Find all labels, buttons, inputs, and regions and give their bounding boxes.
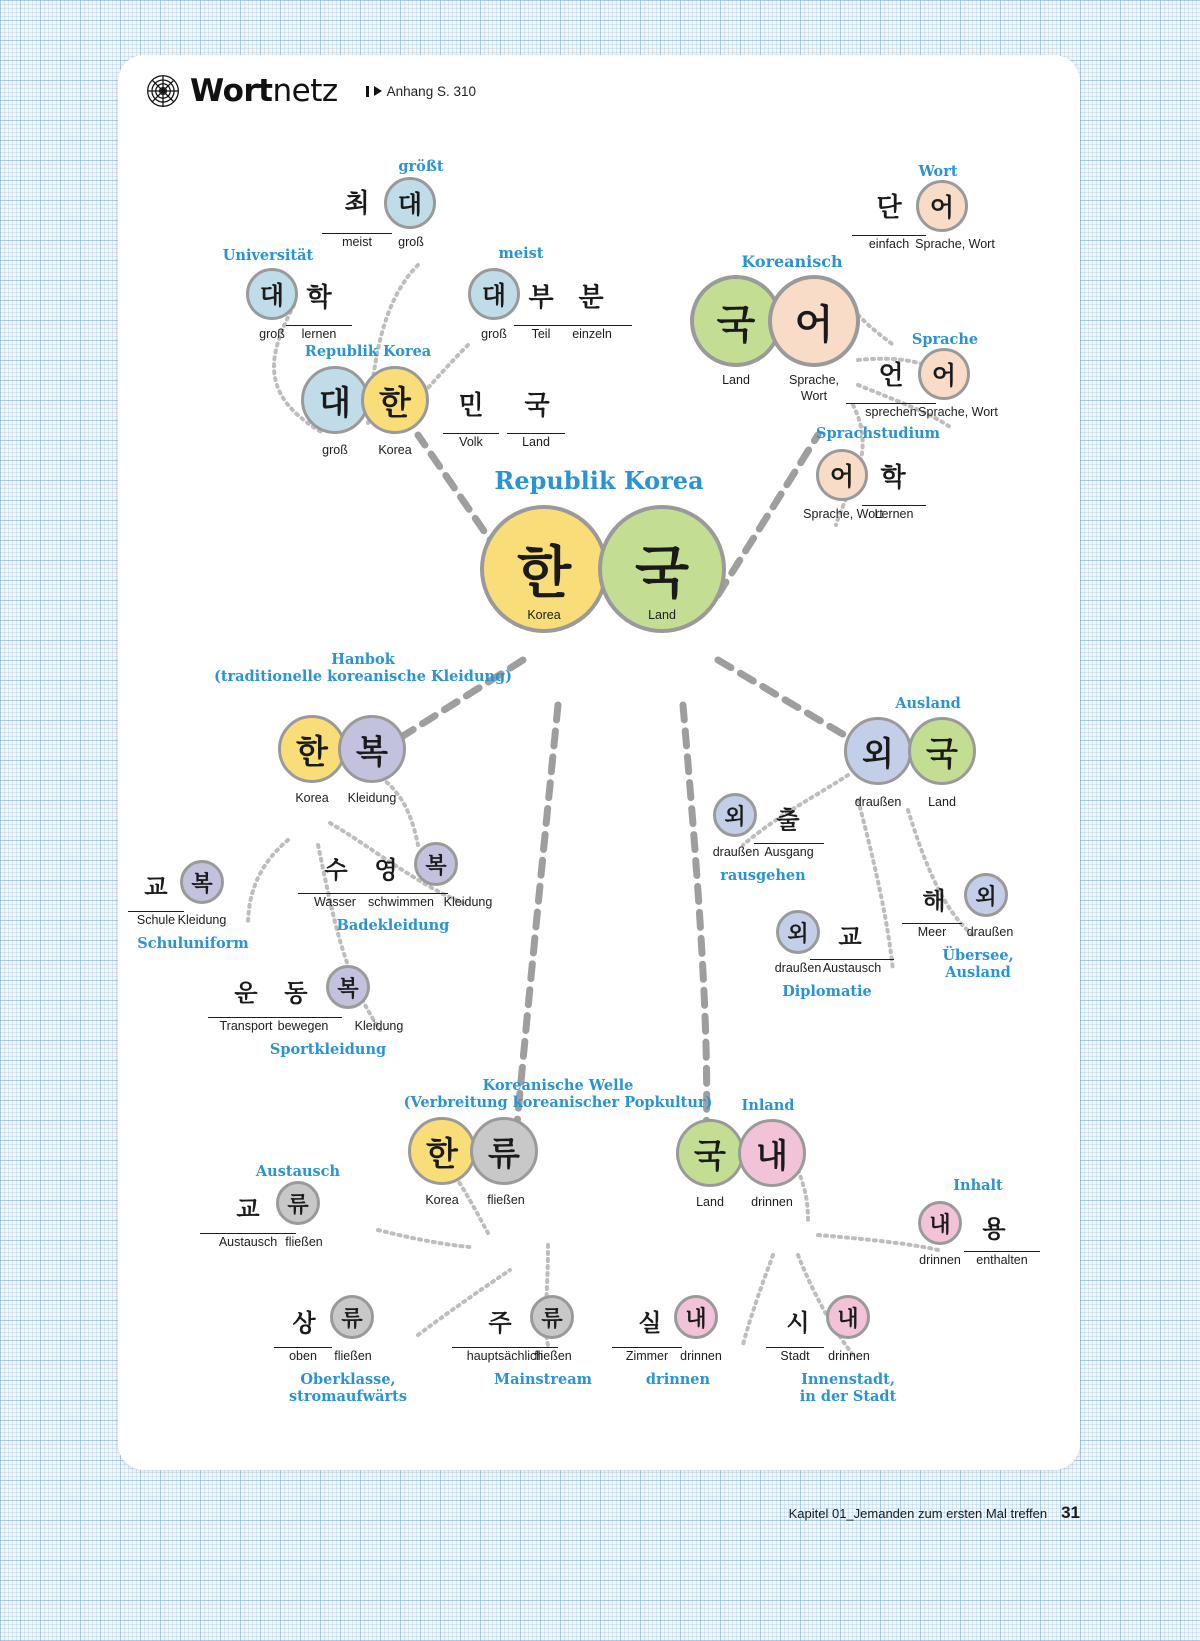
label-republik-korea-top: Republik Korea [304,343,432,360]
node-ju-mainstream: 주 [488,1309,512,1337]
node-bok-badekleidung[interactable]: 복 [414,842,458,886]
node-han-republik[interactable]: 한 [361,366,429,434]
gloss-gyo-austausch: Austausch [200,1233,296,1249]
label-inland: Inland [741,1097,795,1114]
gloss-sil-drinnen: Zimmer [612,1347,682,1363]
node-eo-koreanisch[interactable]: 어 [768,275,860,367]
label-wort: Wort [918,163,958,180]
node-bok-schuluniform[interactable]: 복 [180,860,224,904]
gloss-han-republik: Korea [378,443,412,457]
gloss-oe-diplomatie: draußen [774,961,822,975]
node-han-hallyu[interactable]: 한 [408,1117,476,1185]
gloss-hae-uebersee: Meer [902,923,962,939]
node-nae-inhalt[interactable]: 내 [918,1201,962,1245]
label-sprache: Sprache [911,331,979,348]
gloss-guk-ausland: Land [928,795,956,809]
footer-page-number: 31 [1061,1503,1080,1522]
node-dong-sportkleidung: 동 [284,979,308,1007]
node-eon-sprache: 언 [878,361,904,391]
node-dae-republik[interactable]: 대 [301,366,369,434]
node-choe-groesst: 최 [344,189,370,219]
gloss-bok-hanbok: Kleidung [347,791,397,805]
node-nae-innenstadt[interactable]: 내 [826,1295,870,1339]
node-dae-groesst[interactable]: 대 [384,177,436,229]
node-bu-meist: 부 [528,283,554,313]
node-nae-drinnen[interactable]: 내 [674,1295,718,1339]
footer-chapter: Kapitel 01_Jemanden zum ersten Mal treffen [788,1506,1048,1521]
title-bold: Wort [190,73,273,109]
gloss-ryu-oberklasse: fließen [334,1349,372,1363]
node-guk-inland[interactable]: 국 [676,1119,744,1187]
node-guk-koreanisch[interactable]: 국 [690,275,782,367]
gloss-ryu-hallyu: fließen [487,1193,525,1207]
node-oe-ausland[interactable]: 외 [844,717,912,785]
gloss-ryu-mainstream: fließen [534,1349,572,1363]
node-oe-uebersee[interactable]: 외 [964,873,1008,917]
gloss-yong-inhalt: enthalten [964,1251,1040,1267]
node-gyo-diplomatie: 교 [838,923,862,951]
gloss-oe-rausgehen: draußen [712,845,760,859]
node-yeong-badekleidung: 영 [374,856,398,884]
label-schuluniform: Schuluniform [137,935,249,952]
gloss-bok-schuluniform: Kleidung [177,913,227,927]
gloss-nae-inhalt: drinnen [919,1253,961,1267]
gloss-gyo-diplomatie: Austausch [810,959,894,975]
title-thin: netz [272,73,338,109]
label-universitaet: Universität [222,247,314,264]
gloss-bun-meist: einzeln [552,325,632,341]
gloss-han-hanbok: Korea [295,791,329,805]
node-hae-uebersee: 해 [922,887,946,915]
gloss-ju-mainstream: hauptsächlich [452,1347,558,1363]
gloss-han-hallyu: Korea [425,1193,459,1207]
gloss-min-republik: Volk [443,433,499,449]
label-koreanisch: Koreanisch [741,252,843,271]
label-uebersee: Übersee, Ausland [942,947,1014,982]
node-eo-sprachstudium[interactable]: 어 [816,449,868,501]
node-bok-hanbok[interactable]: 복 [338,715,406,783]
gloss-nae-innenstadt: drinnen [828,1349,870,1363]
label-drinnen: drinnen [645,1371,711,1388]
label-koreanische-welle: Koreanische Welle (Verbreitung koreanischer Popkultur) [403,1077,713,1112]
gloss-ryu-austausch: fließen [285,1235,323,1249]
node-hak-sprachstudium: 학 [880,463,906,493]
gloss-su-badekleidung: Wasser [298,893,372,909]
node-su-badekleidung: 수 [324,856,348,884]
gloss-nae-drinnen: drinnen [680,1349,722,1363]
label-groesst: größt [398,158,444,175]
gloss-guk-republik: Land [507,433,565,449]
label-ausland: Ausland [895,695,961,712]
center-node-han-gloss: Korea [527,608,561,622]
gloss-oe-ausland: draußen [854,795,902,809]
gloss-eo-wort: Sprache, Wort [915,237,995,251]
node-dan-wort: 단 [876,193,902,223]
node-gyo-austausch: 교 [236,1195,260,1223]
label-austausch: Austausch [255,1163,341,1180]
gloss-oe-uebersee: draußen [966,925,1014,939]
node-un-sportkleidung: 운 [234,979,258,1007]
node-bok-sportkleidung[interactable]: 복 [326,965,370,1009]
node-nae-inland[interactable]: 내 [738,1119,806,1187]
node-yong-inhalt: 용 [982,1215,1006,1243]
node-chul-rausgehen: 출 [776,806,800,834]
gloss-guk-koreanisch: Land [722,373,750,387]
gloss-eo-sprache: Sprache, Wort [918,405,998,419]
node-sang-oberklasse: 상 [292,1309,316,1337]
label-oberklasse: Oberklasse, stromaufwärts [288,1371,408,1406]
gloss-yeong-badekleidung: schwimmen [354,893,448,909]
gloss-dae-groesst: groß [398,235,424,249]
gloss-si-innenstadt: Stadt [766,1347,824,1363]
gloss-dae-universitaet: groß [259,327,285,341]
gloss-dong-sportkleidung: bewegen [264,1017,342,1033]
node-sil-drinnen: 실 [638,1309,662,1337]
page-footer [789,1503,1080,1523]
label-hanbok: Hanbok (traditionelle koreanische Kleidung) [213,651,513,686]
appendix-reference-label: Anhang S. 310 [386,83,476,99]
node-dae-meist[interactable]: 대 [468,268,520,320]
gloss-choe-groesst: meist [322,233,392,249]
center-node-han-hangul: 한 [516,541,572,606]
node-bun-meist: 분 [578,283,604,313]
gloss-un-sportkleidung: Transport [208,1017,284,1033]
node-eo-wort[interactable]: 어 [916,180,968,232]
label-diplomatie: Diplomatie [782,983,872,1000]
wordnet-card [118,55,1080,1470]
node-oe-diplomatie[interactable]: 외 [776,910,820,954]
gloss-bok-badekleidung: Kleidung [443,895,493,909]
label-rausgehen: rausgehen [720,867,806,884]
node-oe-rausgehen[interactable]: 외 [713,793,757,837]
gloss-eo-koreanisch: Sprache, Wort [788,373,840,403]
node-gyo-schuluniform: 교 [144,873,168,901]
node-si-innenstadt: 시 [786,1309,810,1337]
node-ryu-oberklasse[interactable]: 류 [330,1295,374,1339]
gloss-eon-sprache: sprechen [846,403,936,419]
center-node-guk-hangul: 국 [634,541,690,606]
gloss-hak-universitaet: lernen [286,325,352,341]
label-innenstadt: Innenstadt, in der Stadt [799,1371,897,1406]
node-hak-universitaet: 학 [306,283,332,313]
gloss-bu-meist: Teil [514,325,568,341]
node-ryu-austausch[interactable]: 류 [276,1181,320,1225]
label-sportkleidung: Sportkleidung [269,1041,387,1058]
center-title: Republik Korea [494,466,704,495]
label-mainstream: Mainstream [494,1371,592,1388]
gloss-guk-inland: Land [696,1195,724,1209]
gloss-gyo-schuluniform: Schule [128,911,184,927]
gloss-eo-sprachstudium: Sprache, Wort [803,507,883,521]
node-min-republik: 민 [458,391,484,421]
node-eo-sprache[interactable]: 어 [918,348,970,400]
label-badekleidung: Badekleidung [336,917,450,934]
label-meist: meist [498,245,544,262]
gloss-bok-sportkleidung: Kleidung [354,1019,404,1033]
node-guk-republik: 국 [524,391,550,421]
gloss-sang-oberklasse: oben [274,1347,332,1363]
gloss-dan-wort: einfach [852,235,926,251]
label-sprachstudium: Sprachstudium [816,425,940,442]
center-node-guk-gloss: Land [648,608,676,622]
label-inhalt: Inhalt [953,1177,1003,1194]
gloss-hak-sprachstudium: Lernen [862,505,926,521]
node-ryu-mainstream[interactable]: 류 [530,1295,574,1339]
node-guk-ausland[interactable]: 국 [908,717,976,785]
gloss-dae-meist: groß [481,327,507,341]
gloss-chul-rausgehen: Ausgang [754,843,824,859]
gloss-dae-republik: groß [322,443,348,457]
gloss-nae-inland: drinnen [751,1195,793,1209]
node-han-hanbok[interactable]: 한 [278,715,346,783]
node-ryu-hallyu[interactable]: 류 [470,1117,538,1185]
node-dae-universitaet[interactable]: 대 [246,268,298,320]
